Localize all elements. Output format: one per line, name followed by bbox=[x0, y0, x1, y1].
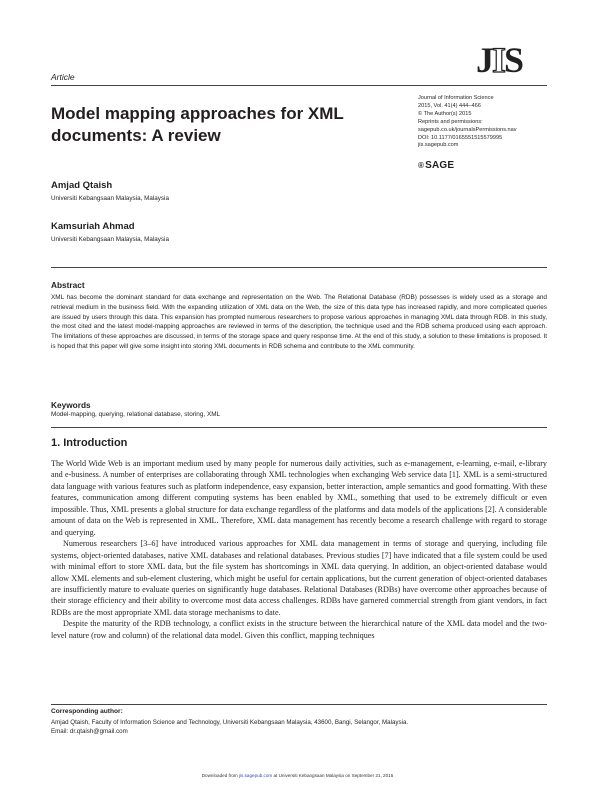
body-paragraph: The World Wide Web is an important medium used by many people for numerous daily activities, such as e-management, e-learning, e-mail, e-library and e-business. A number of enterprises are collaborating through XML technologies when exchanging Web service data [1]. XML is a semi-structured data language with various features such as platform independence, easy expansion, better interaction, ample semantics and good formatting. With these features, communication among different computing systems has been enabled by XML, something that used to be extremely difficult or even impossible. Thus, XML presents a global structure for data exchange regardless of the platforms and data models of the applications [2]. A considerable amount of data on the Web is represented in XML. Therefore, XML data management has recently become a research challenge with regard to storage and querying. bbox=[51, 459, 547, 537]
author-name: Amjad Qtaish bbox=[51, 180, 113, 191]
author-affiliation: Universiti Kebangsaan Malaysia, Malaysia bbox=[51, 236, 169, 243]
journal-name: Journal of Information Science bbox=[418, 95, 494, 101]
journal-logo bbox=[476, 42, 522, 78]
download-footer bbox=[0, 773, 595, 778]
permissions-link[interactable]: sagepub.co.uk/journalsPermissions.nav bbox=[418, 126, 517, 133]
sage-text: SAGE bbox=[425, 160, 455, 171]
body-paragraph: Numerous researchers [3–6] have introduced various approaches for XML data management in terms of storage and querying, including file systems, object-oriented databases, native XML databases and relational databases. Previous studies [7] have indicated that a file system could be used with minimal effort to store XML data, but the file system has shortcomings in XML data querying. In addition, an object-oriented database would allow XML elements and sub-element clustering, which might be useful for certain applications, but the current generation of object-oriented databases are insufficiently mature to evaluate queries on significantly huge databases. Relational Databases (RDBs) have overcome other approaches because of their storage efficiency and their ability to overcome most data access challenges. RDBs have garnered commercial strength from giant vendors, in fact RDBs are the most appropriate XML data storage mechanisms to date. bbox=[51, 539, 547, 617]
sage-logo bbox=[418, 160, 454, 171]
header-divider bbox=[51, 85, 547, 86]
sage-symbol: ® bbox=[418, 161, 425, 170]
logo-letter-s: S bbox=[504, 40, 523, 80]
article-type-label: Article bbox=[51, 72, 75, 82]
journal-website[interactable]: jis.sagepub.com bbox=[418, 142, 459, 149]
footnote-divider bbox=[51, 704, 547, 705]
abstract-heading: Abstract bbox=[51, 280, 85, 290]
footer-prefix: Downloaded from bbox=[201, 773, 240, 778]
reprints-label: Reprints and permissions: bbox=[418, 118, 483, 125]
corresponding-author-email[interactable]: Email: dr.qtaish@gmail.com bbox=[51, 728, 128, 736]
paper-title: Model mapping approaches for XML documents: A review bbox=[51, 104, 344, 145]
footer-link[interactable]: jis.sagepub.com bbox=[239, 773, 273, 778]
author-name: Kamsuriah Ahmad bbox=[51, 221, 135, 232]
logo-letter-j: J bbox=[476, 40, 492, 80]
footer-suffix: at Universiti Kebangsaan Malaysia on September 21, 2015 bbox=[272, 773, 394, 778]
keywords-text: Model-mapping, querying, relational database, storing, XML bbox=[51, 411, 221, 418]
keywords-heading: Keywords bbox=[51, 400, 91, 410]
corresponding-author-details bbox=[51, 718, 408, 737]
abstract-divider bbox=[51, 267, 547, 268]
logo-letter-i: I bbox=[492, 40, 505, 80]
section-heading: 1. Introduction bbox=[51, 437, 128, 449]
keywords-divider bbox=[51, 427, 547, 428]
journal-volume: 2015, Vol. 41(4) 444–466 bbox=[418, 102, 481, 109]
corresponding-author-heading: Corresponding author: bbox=[51, 708, 123, 715]
journal-info bbox=[418, 95, 558, 150]
abstract-text: XML has become the dominant standard for data exchange and representation on the Web. The Relational Database (RDB) possesses is widely used as a storage and retrieval medium in the business field. With the expanding utilization of XML data on the Web, the size of this data type has increased rapidly, and more complicated queries are issued by users through this data. This expansion has prompted numerous researchers to propose various approaches in managing XML data through RDB. In this study, the most cited and the latest model-mapping approaches are reviewed in terms of the description, the technique used and the RDB schema produced using each approach. The limitations of these approaches are discussed, in terms of the storage space and query response time. At the end of this study, a solution to these limitations is proposed. It is hoped that this paper will give some insight into storing XML documents in RDB schema and contribute to the XML community. bbox=[51, 294, 547, 350]
corresponding-author-address: Amjad Qtaish, Faculty of Information Science and Technology, Universiti Kebangsaan Malaysia, 43600, Bangi, Selangor, Malaysia. bbox=[51, 719, 409, 726]
copyright-line: © The Author(s) 2015 bbox=[418, 110, 472, 117]
doi-line[interactable]: DOI: 10.1177/0165551515579995 bbox=[418, 134, 503, 141]
author-affiliation: Universiti Kebangsaan Malaysia, Malaysia bbox=[51, 195, 169, 202]
body-paragraph: Despite the maturity of the RDB technology, a conflict exists in the structure between the hierarchical nature of the XML data model and the two-level nature (row and column) of the relational data model. Given this conflict, mapping techniques bbox=[51, 619, 547, 640]
body-text bbox=[51, 458, 547, 641]
